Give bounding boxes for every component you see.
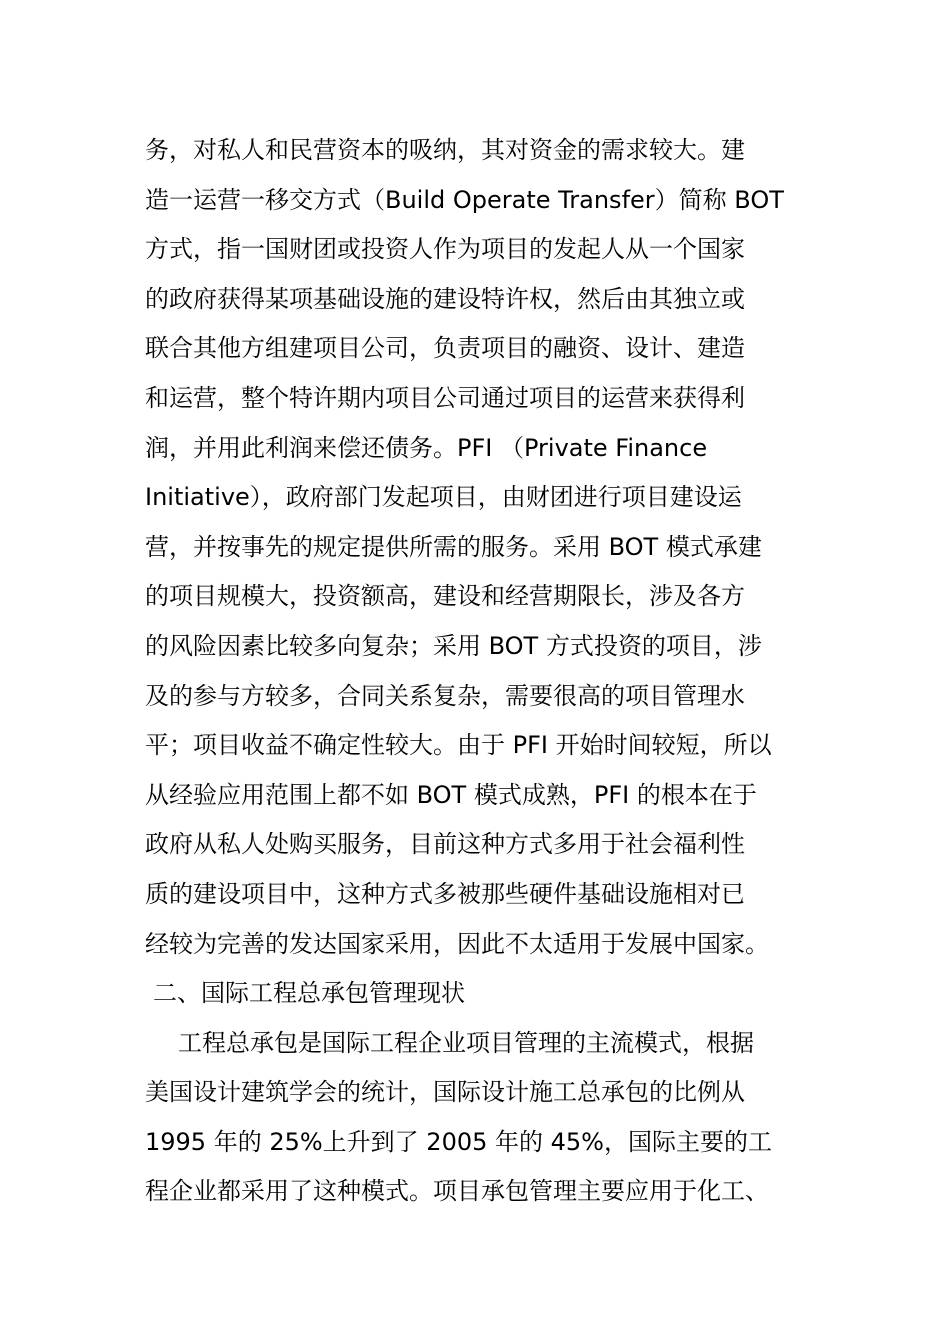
text-line-11: 的风险因素比较多向复杂；采用 BOT 方式投资的项目，涉 xyxy=(145,631,762,660)
text-line-7: 润，并用此利润来偿还债务。PFI （Private Finance xyxy=(145,433,708,462)
text-line-5: 联合其他方组建项目公司，负责项目的融资、设计、建造 xyxy=(145,334,745,363)
text-line-14: 从经验应用范围上都不如 BOT 模式成熟，PFI 的根本在于 xyxy=(145,780,757,809)
text-line-16: 质的建设项目中，这种方式多被那些硬件基础设施相对已 xyxy=(145,879,745,908)
section-heading: 二、国际工程总承包管理现状 xyxy=(153,979,465,1008)
text-line-6: 和运营，整个特许期内项目公司通过项目的运营来获得利 xyxy=(145,383,745,412)
text-line-8: Initiative），政府部门发起项目，由财团进行项目建设运 xyxy=(145,483,742,512)
body-text xyxy=(145,126,825,1217)
text-line-12: 及的参与方较多，合同关系复杂，需要很高的项目管理水 xyxy=(145,681,745,710)
text-line-17: 经较为完善的发达国家采用，因此不太适用于发展中国家。 xyxy=(145,929,769,958)
paragraph-line-2: 美国设计建筑学会的统计，国际设计施工总承包的比例从 xyxy=(145,1078,745,1107)
paragraph-line-3: 1995 年的 25%上升到了 2005 年的 45%，国际主要的工 xyxy=(145,1127,772,1156)
text-line-1: 务，对私人和民营资本的吸纳，其对资金的需求较大。建 xyxy=(145,136,745,164)
text-line-13: 平；项目收益不确定性较大。由于 PFI 开始时间较短，所以 xyxy=(145,731,772,760)
text-line-2: 造一运营一移交方式（Build Operate Transfer）简称 BOT xyxy=(145,185,784,214)
paragraph-line-4: 程企业都采用了这种模式。项目承包管理主要应用于化工、 xyxy=(145,1177,769,1206)
text-line-9: 营，并按事先的规定提供所需的服务。采用 BOT 模式承建 xyxy=(145,532,762,561)
text-line-4: 的政府获得某项基础设施的建设特许权，然后由其独立或 xyxy=(145,284,745,313)
text-line-10: 的项目规模大，投资额高，建设和经营期限长，涉及各方 xyxy=(145,582,745,611)
paragraph-line-1: 工程总承包是国际工程企业项目管理的主流模式，根据 xyxy=(178,1028,754,1057)
text-line-3: 方式，指一国财团或投资人作为项目的发起人从一个国家 xyxy=(145,235,745,264)
text-line-15: 政府从私人处购买服务，目前这种方式多用于社会福利性 xyxy=(145,830,745,859)
